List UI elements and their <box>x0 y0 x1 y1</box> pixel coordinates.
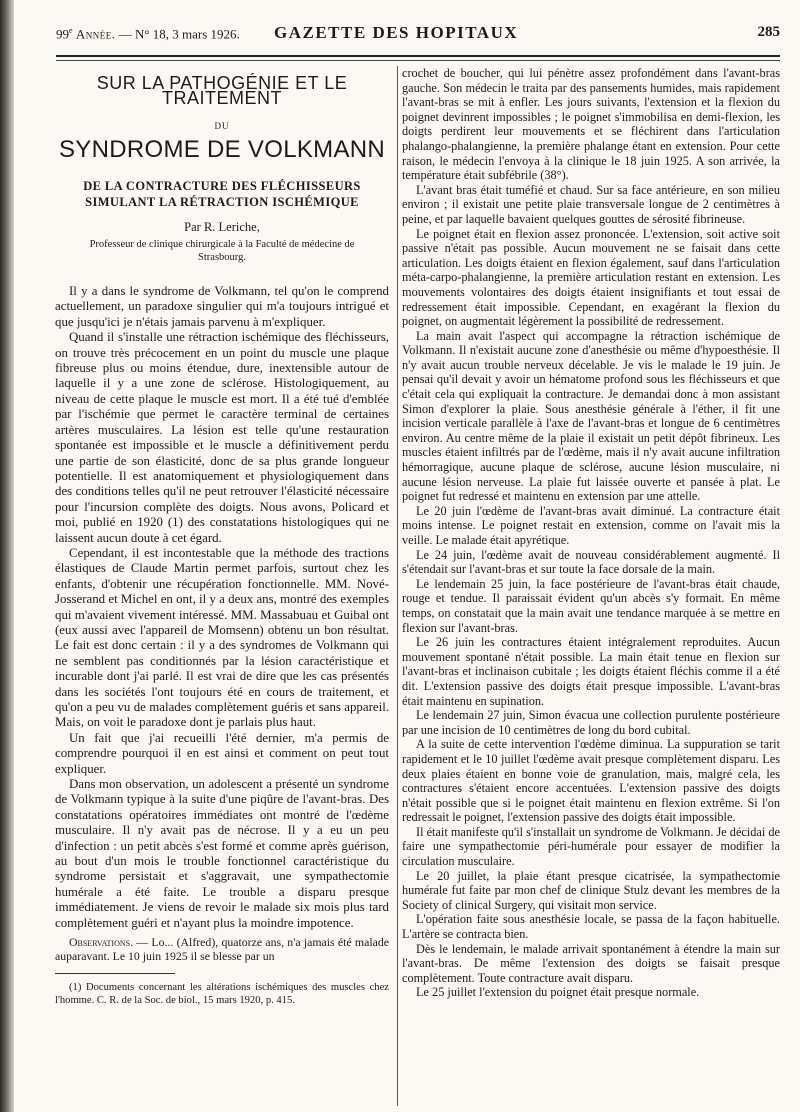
page-number: 285 <box>757 24 780 40</box>
journal-name: GAZETTE DES HOPITAUX <box>274 23 519 42</box>
paragraph: Le 26 juin les contractures étaient intégralement reproduites. Aucun mouvement spontané n'était possible. La main était tenue en flexion sur l'avant-bras et inclinaison cubitale ; les doigts étaient fléchis comme il a été dit. L'extension passive des doigts était presque impossible. L'avant-bras était maintenu en supination. <box>402 635 780 708</box>
header-rule <box>56 55 780 57</box>
year-word: Année. <box>75 26 116 42</box>
paragraph: Le poignet était en flexion assez prononcée. L'extension, soit active soit passive n'était pas possible. Aucun mouvement ne se faisait dans cette articulation. Les doigts étaient en flexion également, sauf dans l'articulation méta-carpo-phalangienne, la première articulation restant en extension. Les mouvements volontaires des doigts étaient insignifiants et tout essai de redressement était impossible. Cependant, en exagérant la flexion du poignet, on augmentait légèrement la possibilité de redressement. <box>402 226 780 329</box>
paragraph: Le 25 juillet l'extension du poignet était presque normale. <box>416 985 700 1000</box>
paragraph: L'opération faite sous anesthésie locale, se passa de la façon habituelle. L'artère se contracta bien. <box>402 912 780 942</box>
article-title-du: DU <box>214 120 230 131</box>
footnote: (1) Documents concernant les altérations ischémiques des muscles chez l'homme. C. R. de la Soc. de biol., 15 mars 1920, p. 415. <box>55 982 389 1006</box>
header-rule-thin <box>56 60 780 61</box>
paragraph: Un fait que j'ai recueilli l'été dernier, m'a permis de comprendre pourquoi il en est ainsi et comment on peut tout expliquer. <box>55 730 389 776</box>
article-body-left <box>55 284 389 963</box>
paragraph: A la suite de cette intervention l'œdème diminua. La suppuration se tarit rapidement et le 10 juillet l'œdème avait presque complètement disparu. Les deux plaies étaient en bonne voie de granulation, mais, malgré cela, les contractures s'étaient encore accentuées. L'extension passive des doigts n'était possible que si le poignet était maintenu en flexion extrême. Si l'on redressait le poignet, l'extension passive des doigts était impossible. <box>402 737 780 825</box>
article-author: Par R. Leriche, <box>184 219 260 234</box>
observation-label: Observations. <box>69 935 134 950</box>
paragraph: L'avant bras était tuméfié et chaud. Sur sa face antérieure, en son milieu environ ; il existait une petite plaie transversale longue de 2 centimètres à peine, et par laquelle bavaient quelques gouttes de sérosité fibrineuse. <box>402 182 780 226</box>
paragraph: Le 24 juin, l'œdème avait de nouveau considérablement augmenté. Il s'étendait sur l'avant-bras et sur toute la face dorsale de la main. <box>402 547 780 577</box>
article-title-line1: SUR LA PATHOGÉNIE ET LE TRAITEMENT <box>96 73 348 109</box>
paragraph: Il était manifeste qu'il s'installait un syndrome de Volkmann. Je décidai de faire une sympathectomie péri-humérale pour essayer de modifier la circulation musculaire. <box>402 824 780 869</box>
paragraph: Cependant, il est incontestable que la méthode des tractions élastiques de Claude Martin permet parfois, surtout chez les enfants, d'obtenir une récupération fonctionnelle. MM. Nové-Josserand et Michel en ont, il y a deux ans, montré des exemples qui m'avaient vivement intéressé. MM. Massabuau et Guibal ont (eux aussi avec l'appareil de Momsenn) obtenu un bon résultat. Le fait est donc certain : il y a des syndromes de Volkmann qui ne semblent pas conditionnés par la lésion caractéristique et incurable dont j'ai parlé. Il est vrai de dire que les cas présentés dans les sociétés l'ont toujours été en cours de traitement, et qu'on a peu vu de malades complètement guéris et sans appareil. Mais, on voit le paradoxe dont je parlais plus haut. <box>55 545 389 730</box>
observation-paragraph <box>55 935 389 963</box>
page-binding-edge <box>0 0 14 1112</box>
paragraph: Le lendemain 25 juin, la face postérieure de l'avant-bras était chaude, rouge et tendue. Il paraissait évident qu'un abcès s'y formait. En même temps, on constatait que la main avait une tendance marquée à se mettre en flexion sur l'avant-bras. <box>402 576 780 635</box>
article-subtitle: DE LA CONTRACTURE DES FLÉCHISSEURS SIMULANT LA RÉTRACTION ISCHÉMIQUE <box>83 178 361 209</box>
paragraph: Le 20 juillet, la plaie étant presque cicatrisée, la sympathectomie humérale fut faite par mon chef de clinique Stulz devant les membres de la Society of clinical Surgery, qui visitait mon service. <box>402 868 780 912</box>
column-divider <box>397 66 398 1106</box>
page-header <box>56 18 780 46</box>
paragraph: crochet de boucher, qui lui pénètre assez profondément dans l'avant-bras gauche. Son médecin le traita par des pansements humides, mais rapidement l'avant-bras se mit à enfler. Les jours suivants, l'extension et la flexion du poignet devinrent impossibles ; le poignet s'immobilisa en demi-flexion, les doigts perdirent leur mouvements et se fléchirent dans l'articulation phalango-phalangienne, la première phalange étant en extension. Pour cette raison, le médecin l'envoya à la clinique le 18 juin 1925. A son arrivée, la température était subfébrile (38°). <box>402 66 780 183</box>
issue-info <box>56 26 240 42</box>
left-column <box>55 66 389 1007</box>
footnote-rule <box>55 973 175 974</box>
year-number: 99 <box>56 26 69 42</box>
issue-date: — N° 18, 3 mars 1926. <box>118 26 240 42</box>
paragraph: Dès le lendemain, le malade arrivait spontanément à étendre la main sur l'avant-bras. De même l'extension des doigts se faisait presque complètement. Toute contracture avait disparu. <box>402 941 780 985</box>
paragraph: Le 20 juin l'œdème de l'avant-bras avait diminué. La contracture était moins intense. Le poignet restait en extension, comme on l'avait mis la veille. Le malade était apyrétique. <box>402 503 780 547</box>
article-title-line2: SYNDROME DE VOLKMANN <box>58 136 386 164</box>
paragraph: Quand il s'installe une rétraction ischémique des fléchisseurs, on trouve très précocement en un point du muscle une plaque fibreuse plus ou moins étendue, dure, inextensible autour de laquelle il y a une zone de sclérose. Histologiquement, au niveau de cette plaque le muscle est mort. Il a été tué d'emblée par l'ischémie que permet le caractère terminal de certaines artères musculaires. La lésion est telle qu'une restauration spontanée est impossible et le muscle a définitivement perdu une partie de son élasticité, donc de sa plus grande longueur potentielle. Il est anatomiquement et physiologiquement dans des conditions telles qu'il ne peut retrouver l'élasticité nécessaire pour l'incursion complète des doigts. Nous avons, Policard et moi, publié en 1920 (1) des constatations histologiques qui ne laissent aucun doute à cet égard. <box>55 330 389 545</box>
observation-text: — Lo... (Alfred), quatorze ans, n'a jamais été malade auparavant. Le 10 juin 1925 il se blesse par un <box>55 935 389 964</box>
paragraph: La main avait l'aspect qui accompagne la rétraction ischémique de Volkmann. Il n'existait aucune zone d'anesthésie ou même d'hypoesthésie. Il n'y avait aucun trouble nerveux décelable. Je vis le malade le 19 juin. Je pensai qu'il devait y avoir un hématome profond sous les fléchisseurs et que c'était cela qui expliquait la contracture. Je demandai donc à mon assistant Simon d'explorer la plaie. Sous anesthésie générale à l'éther, il fit une incision verticale parallèle à l'axe de l'avant-bras et longue de 6 centimètres environ. Au centre même de la plaie il existait un petit dépôt fibrineux. Les muscles étaient infiltrés par de l'œdème, mais il n'y avait aucune infiltration hémorragique, aucune plaque de sclérose, aucune lésion musculaire, ni aucune lésion nerveuse. La plaie fut laissée ouverte et pansée à plat. Le poignet fut redressé et maintenu en extension par une attelle. <box>402 328 780 504</box>
paragraph: Il y a dans le syndrome de Volkmann, tel qu'on le comprend actuellement, un paradoxe singulier qui m'a toujours intrigué et que jusqu'ici je n'étais jamais parvenu à m'expliquer. <box>55 284 389 329</box>
author-affiliation: Professeur de clinique chirurgicale à la Faculté de médecine de Strasbourg. <box>89 239 355 263</box>
paragraph: Le lendemain 27 juin, Simon évacua une collection purulente postérieure par une incision de 10 centimètres de long du bord cubital. <box>402 708 780 737</box>
right-column <box>402 66 780 1000</box>
year-sup: e <box>69 26 73 35</box>
paragraph: Dans mon observation, un adolescent a présenté un syndrome de Volkmann typique à la suite d'une piqûre de l'avant-bras. Des constatations opératoires immédiates ont montré de l'œdème musculaire. Il n'y avait pas de nécrose. Il y a eu un peu d'infection : un petit abcès s'est formé et comme après guérison, au bout d'un mois le trouble fonctionnel caractéristique du syndrome persistait et s'aggravait, une sympathectomie humérale a été faite. Le trouble a disparu presque immédiatement. Je viens de revoir le malade six mois plus tard complètement guéri et n'ayant plus la moindre impotence. <box>55 777 389 930</box>
